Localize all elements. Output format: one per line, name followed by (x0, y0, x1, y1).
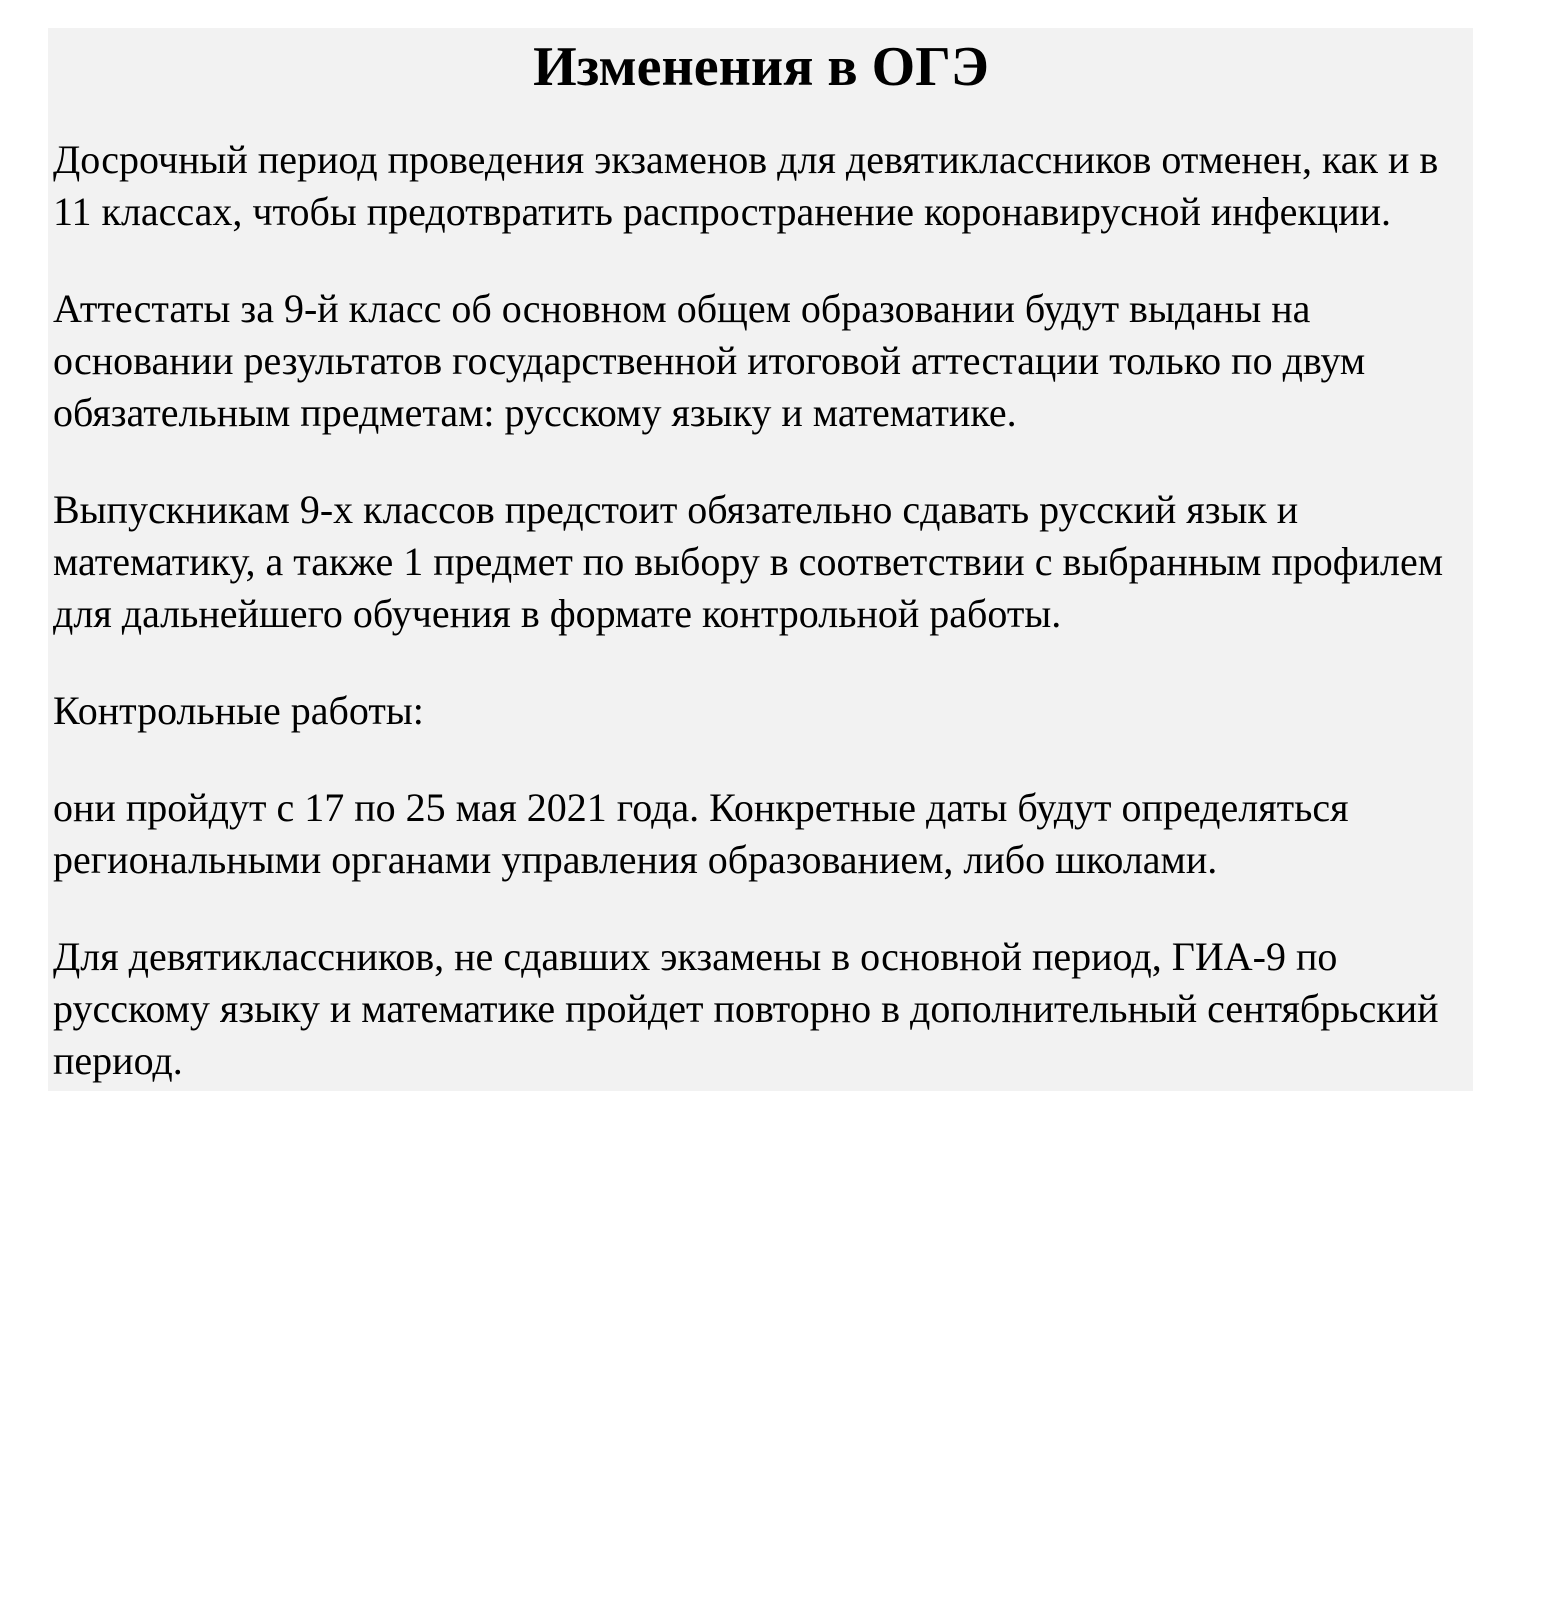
paragraph-test-dates: они пройдут с 17 по 25 мая 2021 года. Конкретные даты будут определяться региональными органами управления образованием, либо школами. (53, 785, 1349, 882)
paragraph-certificates: Аттестаты за 9-й класс об основном общем образовании будут выданы на основании результатов государственной итоговой аттестации только по двум обязательным предметам: русскому языку и математике. (53, 286, 1366, 435)
paragraph-early-period: Досрочный период проведения экзаменов для девятиклассников отменен, как и в 11 классах, чтобы предотвратить распространение коронавирусной инфекции. (53, 137, 1439, 234)
paragraph-exams: Выпускникам 9-х классов предстоит обязательно сдавать русский язык и математику, а также 1 предмет по выбору в соответствии с выбранным профилем для дальнейшего обучения в формате контрольной работы. (53, 487, 1444, 636)
paragraph-retake: Для девятиклассников, не сдавших экзамены в основной период, ГИА-9 по русскому языку и математике пройдет повторно в дополнительный сентябрьский период. (53, 934, 1439, 1083)
page-title: Изменения в ОГЭ (533, 36, 989, 98)
article (48, 28, 1473, 1091)
paragraph-tests-heading: Контрольные работы: (53, 688, 424, 733)
